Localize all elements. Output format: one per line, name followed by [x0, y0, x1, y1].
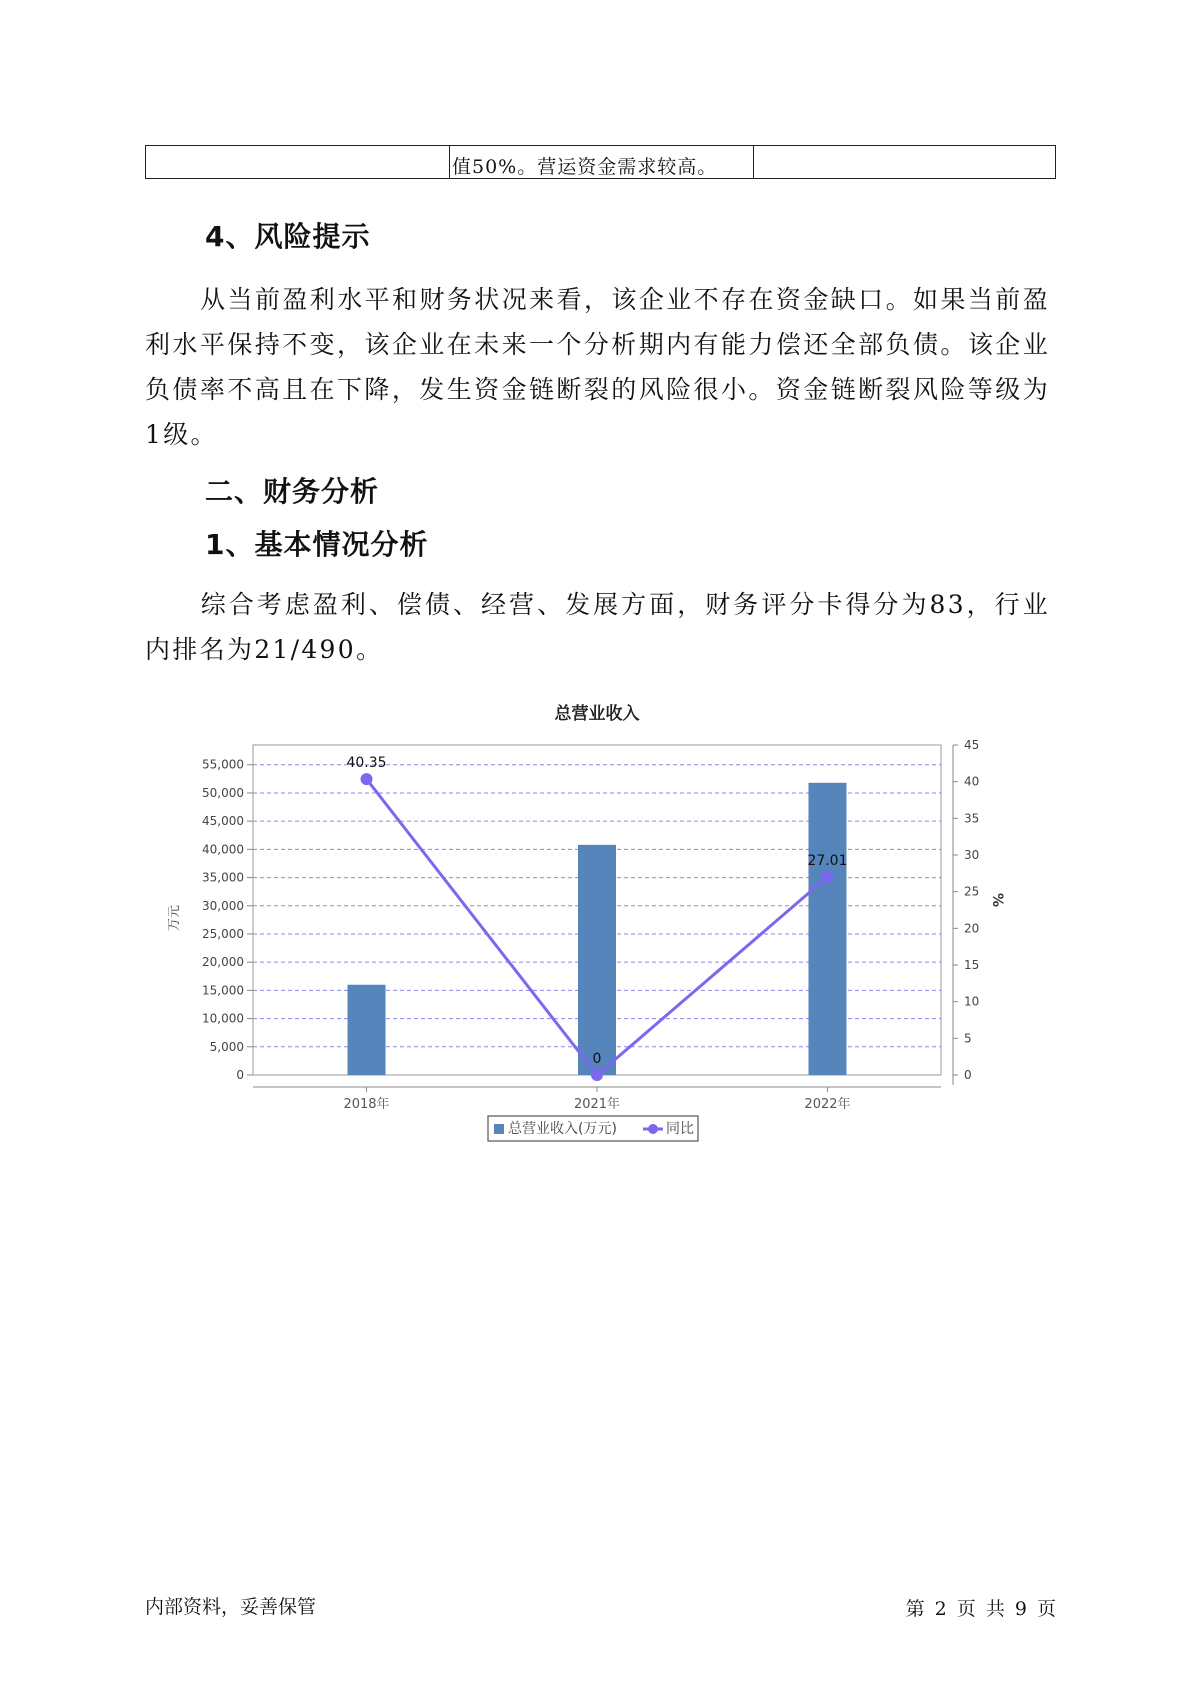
y-tick-label: 15,000: [202, 983, 244, 998]
table-cell: 值50%。营运资金需求较高。: [450, 146, 754, 178]
data-label: 27.01: [807, 852, 848, 869]
y-tick-label: 55,000: [202, 757, 244, 772]
y2-tick-label: 30: [964, 848, 980, 862]
risk-heading: 4、风险提示: [205, 220, 371, 253]
line-point: [361, 773, 373, 785]
y2-axis-title: %: [989, 892, 1005, 908]
legend-label-line: 同比: [666, 1121, 694, 1137]
chart-svg: [168, 690, 1048, 1160]
basic-heading: 1、基本情况分析: [205, 528, 429, 561]
data-label: 40.35: [346, 755, 387, 772]
y-tick-label: 40,000: [202, 842, 244, 857]
y2-tick-label: 10: [964, 994, 980, 1009]
legend-label-bar: 总营业收入(万元): [508, 1121, 617, 1137]
y-axis-title: 万元: [168, 904, 182, 932]
y2-tick-label: 25: [964, 884, 980, 899]
y2-tick-label: 45: [964, 738, 980, 752]
y-tick-label: 20,000: [202, 955, 244, 970]
y-tick-label: 10,000: [202, 1011, 244, 1026]
y-tick-label: 25,000: [202, 926, 244, 941]
y-tick-label: 30,000: [202, 898, 244, 913]
y2-tick-label: 5: [964, 1031, 972, 1046]
line-point: [591, 1069, 603, 1081]
line-point: [821, 871, 833, 883]
x-tick-label: 2022年: [804, 1097, 851, 1112]
risk-text: 从当前盈利水平和财务状况来看，该企业不存在资金缺口。如果当前盈利水平保持不变，该企业在未来一个分析期内有能力偿还全部负债。该企业负债率不高且在下降，发生资金链断裂的风险很小。资金链断裂风险等级为1级。: [145, 285, 1050, 449]
bar: [348, 985, 386, 1075]
y-tick-label: 35,000: [202, 870, 244, 885]
bar: [808, 783, 846, 1075]
data-label: 0: [592, 1051, 602, 1067]
finance-heading: 二、财务分析: [205, 475, 380, 508]
y-tick-label: 0: [236, 1068, 244, 1082]
risk-paragraph: [145, 277, 1050, 457]
revenue-chart: [168, 690, 1048, 1160]
y2-tick-label: 0: [964, 1068, 972, 1082]
x-tick-label: 2018年: [343, 1097, 390, 1112]
basic-text: 综合考虑盈利、偿债、经营、发展方面，财务评分卡得分为83，行业内排名为21/490。: [145, 590, 1050, 664]
basic-paragraph: [145, 582, 1050, 672]
chart-title: 总营业收入: [554, 704, 640, 724]
table-cell: [146, 146, 450, 178]
footer-confidential: 内部资料，妥善保管: [145, 1596, 317, 1618]
footer-page-number: 第 2 页 共 9 页: [905, 1598, 1056, 1620]
y2-tick-label: 15: [964, 958, 980, 972]
y2-tick-label: 20: [964, 921, 980, 936]
y2-tick-label: 40: [964, 774, 980, 789]
x-tick-label: 2021年: [573, 1097, 621, 1112]
bar: [578, 845, 616, 1075]
table-cell: [754, 146, 1055, 178]
legend-swatch-bar: [494, 1124, 504, 1134]
y-tick-label: 5,000: [209, 1039, 244, 1054]
y-tick-label: 50,000: [202, 785, 244, 800]
y-tick-label: 45,000: [202, 814, 244, 829]
table-fragment: [145, 145, 1056, 179]
legend-swatch-point: [648, 1124, 658, 1134]
y2-tick-label: 35: [964, 811, 980, 826]
